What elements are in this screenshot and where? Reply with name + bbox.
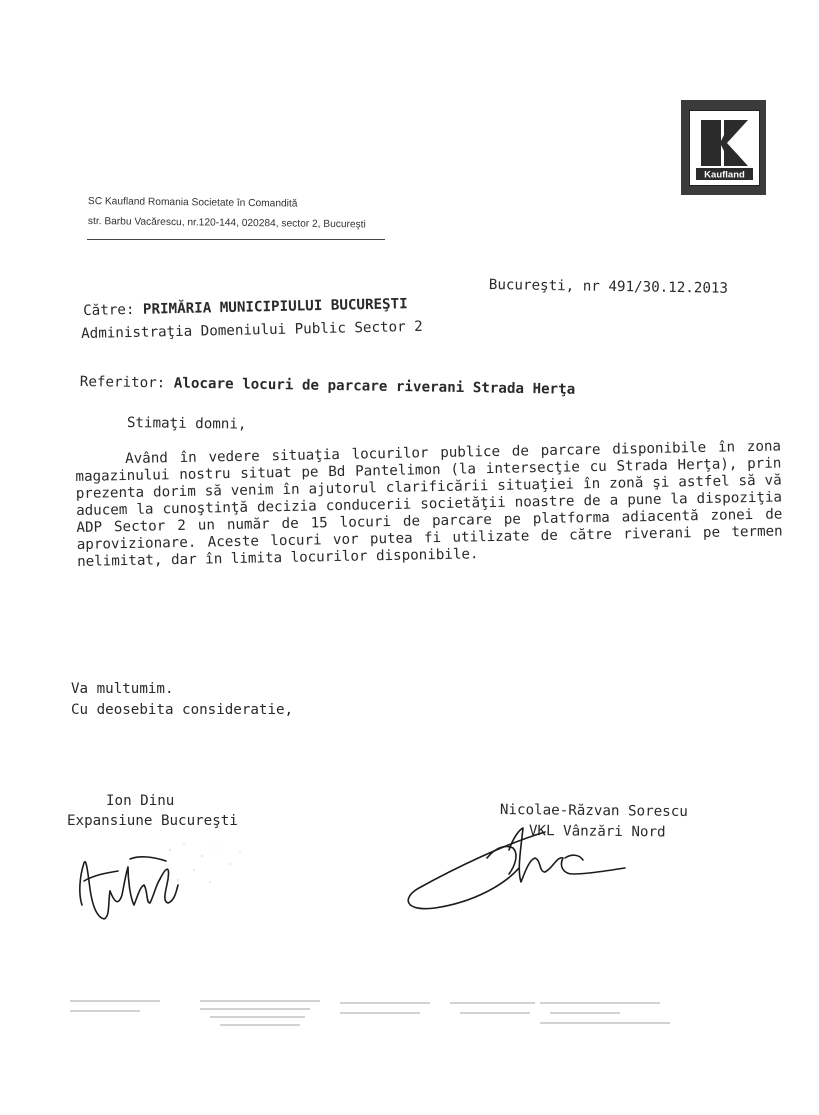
kaufland-logo-icon (689, 110, 760, 186)
reference-number: Bucureşti, nr 491/30.12.2013 (488, 277, 729, 297)
salutation: Stimaţi domni, (126, 415, 247, 433)
body-paragraph: Având în vedere situaţia locurilor publice de parcare disponibile în zona magazinului nostru situat pe Bd Pantelimon (la intersecţie cu Strada Herţa), prin prezenta dorim să venim în ajutorul clarificării situaţiei în zonă şi astfel să vă aducem la cunoştinţă decizia conducerii societăţii noastre de a pune la dispoziţia ADP Sector 2 un număr de 15 locuri de parcare pe platforma adiacentă zonei de aprovizionare. Aceste locuri vor putea fi utilizate de către riverani pe termen nelimitat, dar în limita locurilor disponibile. (75, 438, 783, 570)
letter-body (75, 438, 783, 571)
letterhead-divider (87, 239, 385, 240)
kaufland-logo (681, 100, 766, 195)
company-name: SC Kaufland Romania Societate în Comandită (87, 196, 298, 210)
stamp-smudge (150, 830, 260, 900)
footer-faded (70, 998, 690, 1038)
recipient-name: PRIMĂRIA MUNICIPIULUI BUCUREŞTI (142, 296, 408, 318)
closing-regards: Cu deosebita consideratie, (71, 702, 294, 718)
signatory-1-role: Expansiune Bucureşti (67, 813, 238, 829)
subject-line (80, 374, 576, 398)
subject-prefix: Referitor: (79, 374, 166, 392)
svg-text:Kaufland: Kaufland (704, 169, 745, 181)
recipient-prefix: Către: (83, 301, 135, 319)
signatory-1-name: Ion Dinu (106, 793, 175, 809)
subject-text: Alocare locuri de parcare riverani Strada Herţa (173, 375, 576, 398)
footer-faded-marks (70, 998, 690, 1038)
closing-thanks: Va multumim. (71, 681, 174, 697)
signatory-2-name: Nicolae-Răzvan Sorescu (499, 802, 688, 820)
signatory-2-role: VKL Vânzări Nord (528, 823, 666, 841)
recipient-line (83, 296, 408, 319)
recipient-department: Administraţia Domeniului Public Sector 2 (81, 318, 423, 342)
company-address: str. Barbu Vacărescu, nr.120-144, 020284, sector 2, Bucureşti (87, 216, 366, 231)
signature-2-icon (395, 808, 655, 918)
